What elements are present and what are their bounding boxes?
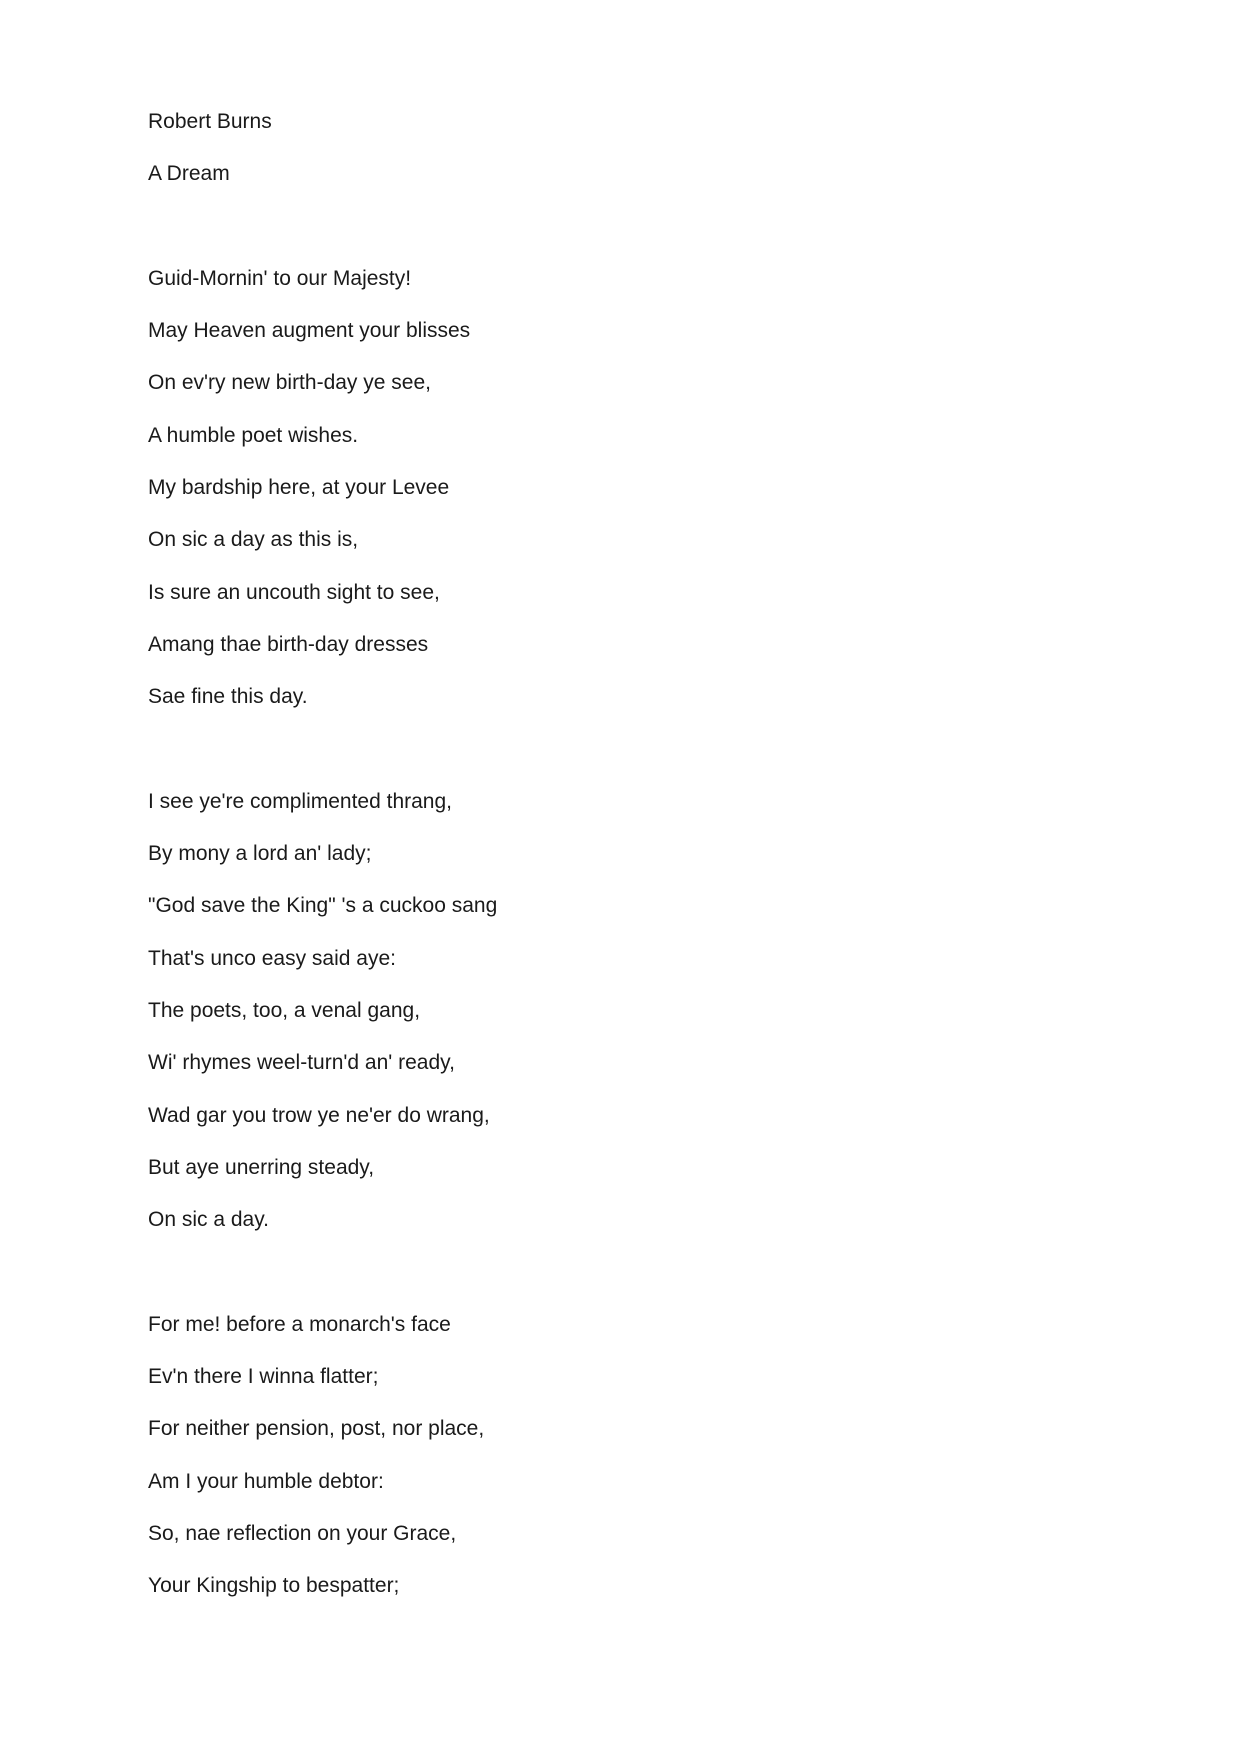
poem-line: But aye unerring steady, <box>148 1155 375 1179</box>
stanza-gap <box>148 736 1148 788</box>
poem-line: On sic a day as this is, <box>148 528 359 552</box>
poem-line: My bardship here, at your Levee <box>148 476 450 500</box>
poem-line: Ev'n there I winna flatter; <box>148 1365 379 1389</box>
stanza-3 <box>148 1311 1148 1600</box>
poem-line: By mony a lord an' lady; <box>148 842 372 866</box>
poem-line: That's unco easy said aye: <box>148 946 396 970</box>
poem-line: "God save the King" 's a cuckoo sang <box>148 894 498 918</box>
poem-line: Wad gar you trow ye ne'er do wrang, <box>148 1103 490 1127</box>
poem-line: A humble poet wishes. <box>148 423 359 447</box>
poem-line: Amang thae birth-day dresses <box>148 632 429 656</box>
poem-line: I see ye're complimented thrang, <box>148 789 452 813</box>
stanza-gap <box>148 1259 1148 1311</box>
poem-line: Your Kingship to bespatter; <box>148 1574 400 1598</box>
poem-line: So, nae reflection on your Grace, <box>148 1522 457 1546</box>
poem-line: The poets, too, a venal gang, <box>148 999 421 1023</box>
poem-line: On ev'ry new birth-day ye see, <box>148 371 431 395</box>
poem-line: Sae fine this day. <box>148 685 308 709</box>
document-body <box>148 108 1148 1625</box>
stanza-gap <box>148 213 1148 265</box>
poem-line: For me! before a monarch's face <box>148 1312 451 1336</box>
poem-title: A Dream <box>148 162 230 186</box>
poem-line: Am I your humble debtor: <box>148 1469 384 1493</box>
poem-line: Guid-Mornin' to our Majesty! <box>148 266 412 290</box>
poem-line: Wi' rhymes weel-turn'd an' ready, <box>148 1051 455 1075</box>
poem-line: May Heaven augment your blisses <box>148 319 471 343</box>
poem-line: On sic a day. <box>148 1208 269 1232</box>
poem-line: Is sure an uncouth sight to see, <box>148 580 440 604</box>
poem-line: For neither pension, post, nor place, <box>148 1417 485 1441</box>
stanza-2 <box>148 788 1148 1234</box>
stanza-1 <box>148 265 1148 711</box>
author-name: Robert Burns <box>148 110 272 133</box>
